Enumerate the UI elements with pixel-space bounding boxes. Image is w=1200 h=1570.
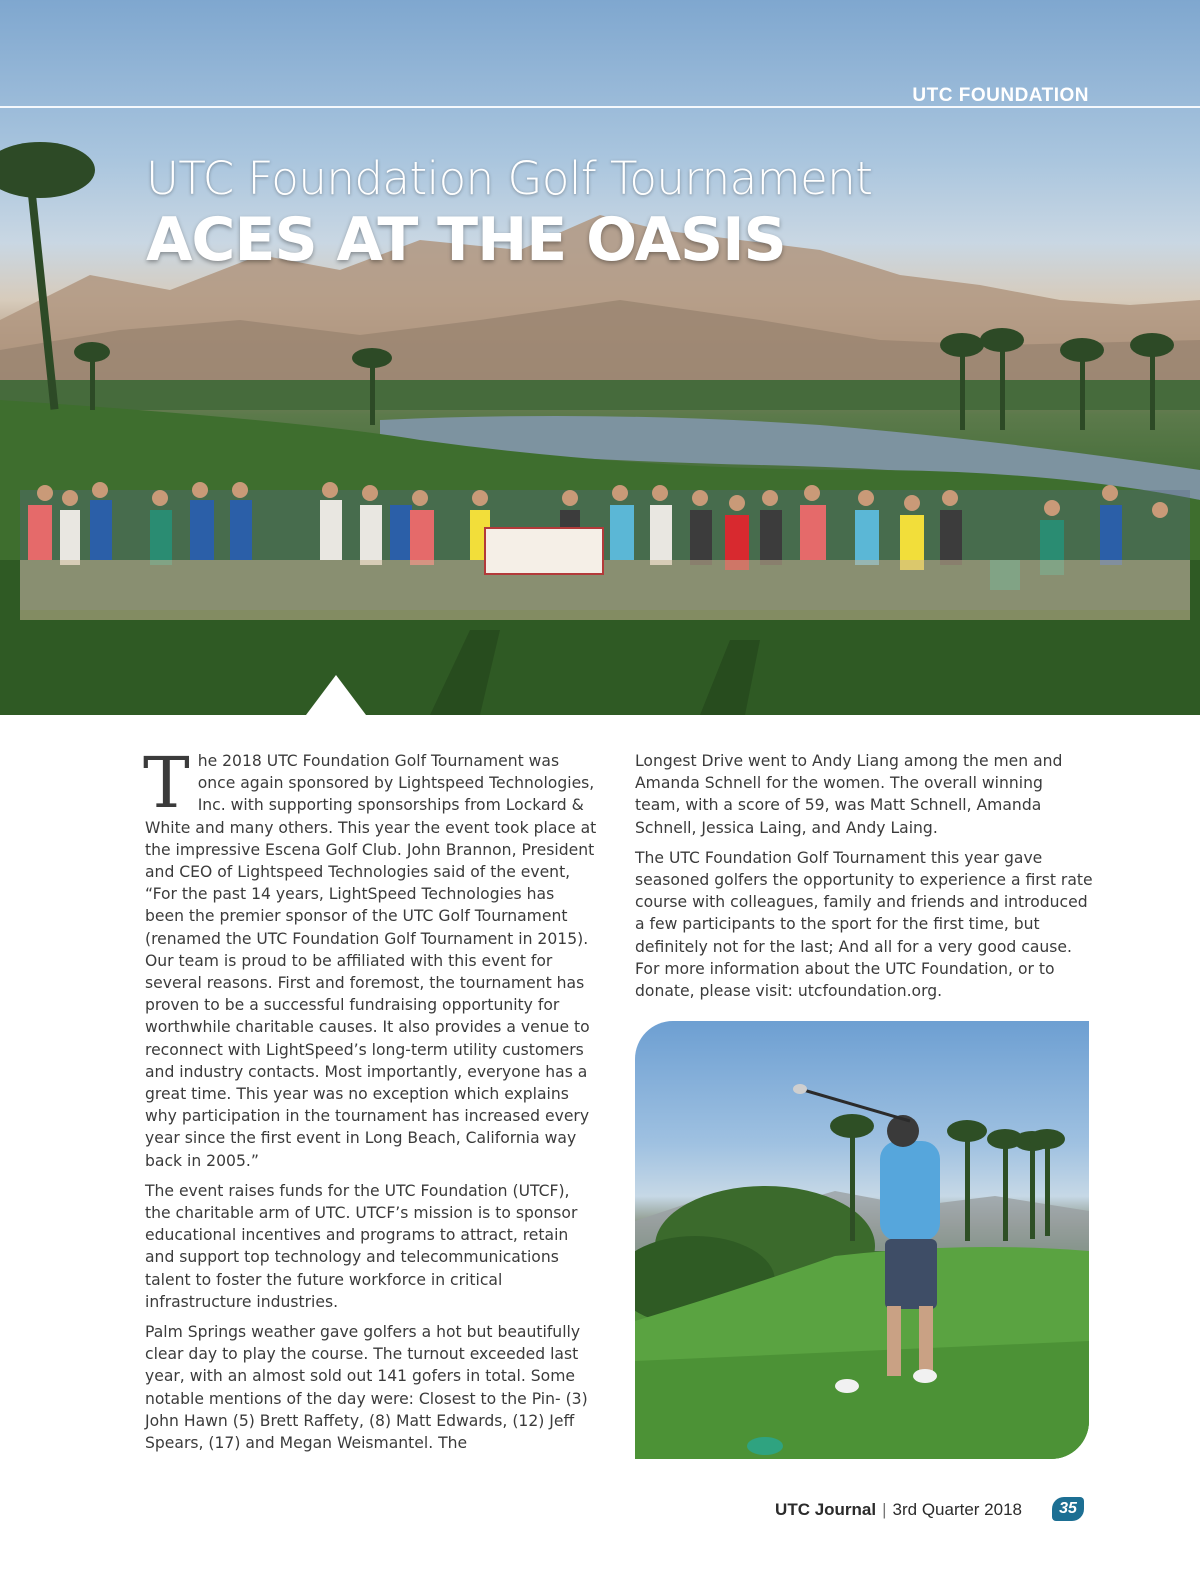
golfer-swing-illustration <box>635 1021 1089 1459</box>
paragraph-text: he 2018 UTC Foundation Golf Tournament was once again sponsored by Lightspeed Technologies, Inc. with supporting sponsorships from Lockard & White and many others. This year the event took place at the impressive Escena Golf Club. John Brannon, President and CEO of Lightspeed Technologies said of the event, “For the past 14 years, LightSpeed Technologies has been the premier sponsor of the UTC Golf Tournament (renamed the UTC Foundation Golf Tournament in 2015). Our team is proud to be affiliated with this event for several reasons. First and foremost, the tournament has proven to be a successful fundraising opportunity for worthwhile charitable causes. It also provides a venue to reconnect with LightSpeed’s long-term utility customers and industry contacts. Most importantly, everyone has a great time. This year was no exception which explains why participation in the tournament has increased every year since the first event in Long Beach, California way back in 2005.” <box>145 752 597 1170</box>
article-paragraph: Longest Drive went to Andy Liang among the men and Amanda Schnell for the women. The overall winning team, with a score of 59, was Matt Schnell, Amanda Schnell, Jessica Laing, and Andy Laing. <box>635 752 1063 837</box>
hero-photo <box>0 0 1200 715</box>
publication-name: UTC Journal <box>775 1500 877 1519</box>
golfer-photo <box>635 1021 1089 1459</box>
headline-subtitle: UTC Foundation Golf Tournament <box>146 152 873 205</box>
article-paragraph: Palm Springs weather gave golfers a hot but beautifully clear day to play the course. The turnout exceeded last year, with an almost sold out 141 gofers in total. Some notable mentions of the day were: Closest to the Pin- (3) John Hawn (5) Brett Raffety, (8) Matt Edwards, (12) Jeff Spears, (17) and Megan Weismantel. The <box>145 1323 588 1453</box>
article-paragraph <box>143 742 597 1172</box>
drop-cap: T <box>143 742 190 824</box>
article-paragraph: The UTC Foundation Golf Tournament this year gave seasoned golfers the opportunity to experience a first rate course with colleagues, family and friends and introduced a few participants to the sport for the first time, but definitely not for the last; And all for a very good cause. For more information about the UTC Foundation, or to donate, please visit: utcfoundation.org. <box>635 848 1093 1001</box>
section-label: UTC FOUNDATION <box>912 85 1089 106</box>
page-footer <box>775 1500 1022 1520</box>
footer-separator: | <box>882 1500 887 1519</box>
photo-notch <box>306 675 366 715</box>
article-paragraph: The event raises funds for the UTC Foundation (UTCF), the charitable arm of UTC. UTCF’s mission is to sponsor educational incentives and programs to attract, retain and support top technology and telecommunications talent to foster the future workforce in critical infrastructure industries. <box>145 1181 578 1311</box>
article-column-left <box>143 742 597 1462</box>
headline-title: ACES AT THE OASIS <box>146 205 786 275</box>
article-column-right <box>635 750 1093 1010</box>
page-number-badge: 35 <box>1052 1497 1084 1521</box>
issue-date: 3rd Quarter 2018 <box>892 1500 1022 1519</box>
